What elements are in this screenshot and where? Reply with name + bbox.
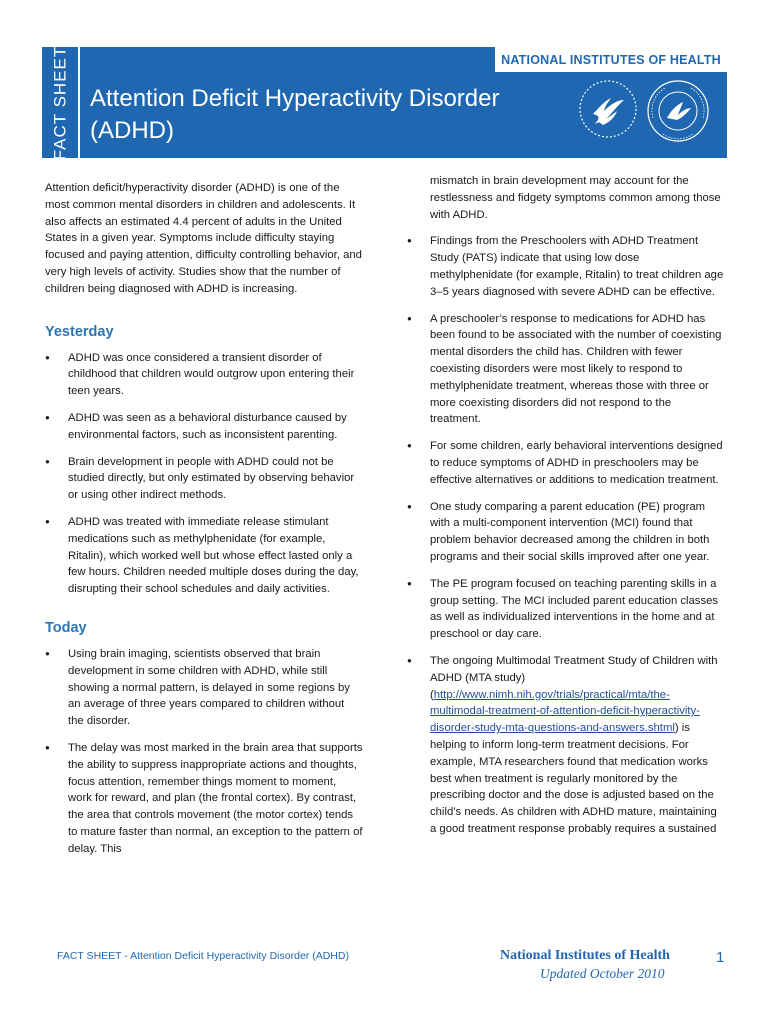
nih-circular-seal-icon (645, 78, 711, 144)
today-heading: Today (45, 619, 87, 636)
tab-divider (78, 47, 80, 158)
today-list (45, 646, 363, 858)
mta-text-after: ) is helping to inform long-term treatment decisions. For example, MTA researchers found that medication works best when treatment is regularly monitored by the prescribing doctor and the dose is adjusted based on the child’s needs. As children with ADHD mature, maintaining a good treatment response probably requires a sustained (430, 722, 717, 835)
list-item: ● ADHD was seen as a behavioral disturbance caused by environmental factors, such as inconsistent parenting. (45, 410, 363, 444)
footer-updated-date: Updated October 2010 (540, 966, 665, 981)
footer-title: FACT SHEET - Attention Deficit Hyperactivity Disorder (ADHD) (57, 950, 349, 962)
yesterday-heading: Yesterday (45, 323, 114, 340)
fact-sheet-tab (42, 47, 78, 158)
list-item: ● The delay was most marked in the brain area that supports the ability to suppress inappropriate actions and thoughts, focus attention, remember things moment to moment, work for reward, and plan (the frontal cortex). By contrast, the area that controls movement (the motor cortex) tends to mature faster than normal, an exception to the pattern of delay. This (45, 740, 363, 858)
page-number: 1 (716, 949, 725, 966)
list-item-mta-study (407, 653, 725, 838)
fact-sheet-label: FACT SHEET (50, 45, 70, 160)
hhs-eagle-seal-icon (577, 78, 639, 140)
footer-org: National Institutes of Health (500, 948, 670, 963)
today-list-continued (407, 233, 725, 837)
list-item-continuation: mismatch in brain development may account for the restlessness and fidgety symptoms common among those with ADHD. (430, 175, 721, 221)
list-item: ● For some children, early behavioral interventions designed to reduce symptoms of ADHD in preschoolers may be effective alternatives or additions to medication treatment. (407, 438, 725, 488)
list-item: ● A preschooler’s response to medications for ADHD has been found to be associated with the number of coexisting mental disorders the child has. Children with fewer coexisting disorders were most likely to respond to methylphenidate treatment, whereas those with three or more coexisting disorders did not respond to the treatment. (407, 311, 725, 429)
list-item: ● Findings from the Preschoolers with ADHD Treatment Study (PATS) indicate that using low dose methylphenidate (for example, Ritalin) to treat children age 3–5 years diagnosed with severe ADHD can be effective. (407, 233, 725, 300)
header-banner (42, 47, 727, 158)
list-item: ● The PE program focused on teaching parenting skills in a group setting. The MCI included parent education classes as well as individualized interventions in the home and at preschool or day care. (407, 576, 725, 643)
list-item: ● ADHD was treated with immediate release stimulant medications such as methylphenidate (for example, Ritalin), which worked well but whose effect lasted only a few hours. Children needed multiple doses during the day, disrupting their school schedules and daily activities. (45, 514, 363, 598)
page-title: Attention Deficit Hyperactivity Disorder (ADHD) (90, 85, 500, 144)
left-column (45, 180, 363, 868)
mta-study-link[interactable]: http://www.nimh.nih.gov/trials/practical/mta/the-multimodal-treatment-of-attention-deficit-hyperactivity-disorder-study-mta-questions-and-answers.shtml (430, 688, 700, 735)
list-item: ● Using brain imaging, scientists observed that brain development in some children with ADHD, while still showing a normal pattern, is delayed in some regions by an average of three years compared to children without the disorder. (45, 646, 363, 730)
list-item: ● ADHD was once considered a transient disorder of childhood that children would outgrow upon entering their teen years. (45, 350, 363, 400)
list-item: ● One study comparing a parent education (PE) program with a multi-component intervention (MCI) found that problem behavior decreased among the children in both programs and their social skills improved after one year. (407, 499, 725, 566)
intro-paragraph: Attention deficit/hyperactivity disorder (ADHD) is one of the most common mental disorders in children and adolescents. It also affects an estimated 4.4 percent of adults in the United States in a given year. Symptoms include difficulty staying focused and paying attention, difficulty controlling behavior, and very high levels of activity. Studies show that the number of children being diagnosed with ADHD is increasing. (45, 182, 362, 295)
right-column (407, 173, 725, 848)
mta-text-before: The ongoing Multimodal Treatment Study of Children with ADHD (MTA study) ( (430, 654, 718, 701)
list-item: ● Brain development in people with ADHD could not be studied directly, but only estimated by observing behavior or using other indirect methods. (45, 454, 363, 504)
nih-banner (495, 47, 727, 72)
yesterday-list (45, 350, 363, 598)
nih-banner-text: NATIONAL INSTITUTES OF HEALTH (501, 52, 721, 67)
